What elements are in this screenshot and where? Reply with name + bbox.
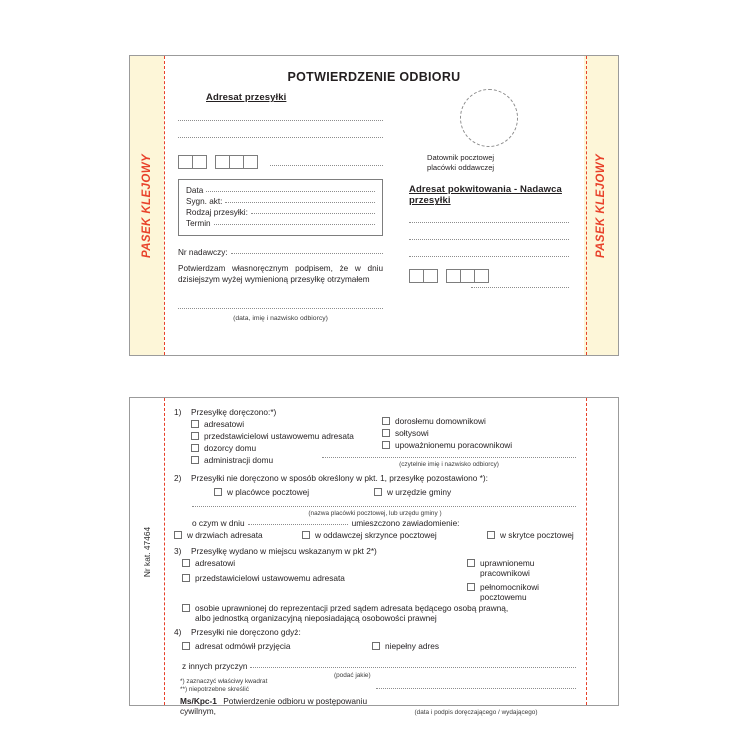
postmark-caption-line-2: placówki oddawczej <box>427 162 495 172</box>
s1-checkbox-przedstawicielowi[interactable] <box>191 432 199 440</box>
detail-row-deadline[interactable] <box>186 219 375 228</box>
signature-caption: (data, imię i nazwisko odbiorcy) <box>233 314 328 322</box>
postmark-caption <box>409 153 569 172</box>
sender-line-1[interactable] <box>409 222 569 226</box>
delivery-confirmation-back-card <box>129 397 619 717</box>
s1-label-administracji: administracji domu <box>204 454 274 465</box>
s2-option-urzad-gminy[interactable] <box>374 488 451 498</box>
s1-label-przedstawicielowi: przedstawicielowi ustawowemu adresata <box>204 430 354 441</box>
postmark-caption-line-1: Datownik pocztowej <box>427 153 495 162</box>
addressee-heading: Adresat przesyłki <box>206 92 287 103</box>
s2-checkbox-skrytka[interactable] <box>487 531 495 539</box>
s3-option-adresatowi[interactable] <box>182 559 467 569</box>
detail-label-type: Rodzaj przesyłki: <box>186 208 248 217</box>
s4-option-niepelny-adres[interactable] <box>372 642 439 652</box>
s1-label-doroslemu: dorosłemu domownikowi <box>395 415 486 426</box>
postmark-circle <box>460 89 518 147</box>
s3-label-pelnomocnikowi: pełnomocnikowi pocztowemu <box>480 582 540 602</box>
section-3-number: 3) <box>174 545 182 556</box>
s2-checkbox-placowka[interactable] <box>214 488 222 496</box>
sender-city-line[interactable] <box>409 287 569 291</box>
s3-option-osobie-uprawnionej[interactable] <box>174 604 576 623</box>
glue-strip-right-label: PASEK KLEJOWY <box>595 153 607 258</box>
footnote-one-star: *) zaznaczyć właściwy kwadrat <box>180 678 268 686</box>
form-name: Potwierdzenie odbioru w postępowaniu cywilnym, <box>180 696 368 717</box>
s2-option-drzwi[interactable] <box>174 531 302 541</box>
detail-label-deadline: Termin <box>186 219 211 228</box>
addressee-line-1[interactable] <box>178 120 383 124</box>
s2-checkbox-urzad-gminy[interactable] <box>374 488 382 496</box>
sender-number-row[interactable] <box>178 248 383 257</box>
deliverer-signature-line[interactable] <box>376 688 576 692</box>
postal-code-group-2[interactable] <box>215 155 258 169</box>
s1-option-adresatowi[interactable] <box>191 420 374 430</box>
sender-postal-code-group-2[interactable] <box>446 269 489 283</box>
s1-checkbox-administracji[interactable] <box>191 456 199 464</box>
s1-receiver-name-caption: (czytelnie imię i nazwisko odbiorcy) <box>399 461 499 469</box>
perforation-line-right <box>586 56 587 355</box>
deliverer-signature-caption: (data i podpis doręczającego / wydającego) <box>414 709 538 717</box>
s1-label-adresatowi: adresatowi <box>204 418 245 429</box>
s3-label-adresatowi: adresatowi <box>195 558 236 569</box>
detail-label-case: Sygn. akt: <box>186 197 223 206</box>
s2-notice-date-field[interactable] <box>248 524 348 525</box>
s2-notice-date-row <box>174 518 576 528</box>
glue-strip-left-label: PASEK KLEJOWY <box>141 153 153 258</box>
s1-checkbox-dozorcy[interactable] <box>191 444 199 452</box>
s2-notice-options <box>174 531 576 541</box>
postal-code-group-1[interactable] <box>178 155 207 169</box>
back-perforation-line-right <box>586 398 587 705</box>
shipment-details-box <box>178 179 383 236</box>
sender-postal-code-group-1[interactable] <box>409 269 438 283</box>
sender-postal-code-boxes[interactable] <box>409 269 489 283</box>
glue-strip-left <box>130 56 164 355</box>
s3-option-pelnomocnikowi[interactable] <box>467 583 576 602</box>
s2-checkbox-drzwi[interactable] <box>174 531 182 539</box>
section-4-number: 4) <box>174 627 182 638</box>
s2-label-skrytka: w skrytce pocztowej <box>500 530 574 541</box>
addressee-line-2[interactable] <box>178 137 383 141</box>
s2-option-placowka[interactable] <box>214 488 374 498</box>
section-1 <box>174 405 576 465</box>
catalog-number: Nr kat. 47464 <box>142 526 152 577</box>
s1-label-soltysowi: sołtysowi <box>395 427 429 438</box>
s1-label-upowaznionemu: upoważnionemu poracownikowi <box>395 439 513 450</box>
s1-option-soltysowi[interactable] <box>382 429 576 439</box>
s2-label-drzwi: w drzwiach adresata <box>187 530 263 541</box>
s2-notice-suffix: umieszczono zawiadomienie: <box>351 518 460 529</box>
sender-line-2[interactable] <box>409 239 569 243</box>
form-code: Ms/Kpc-1 <box>180 696 217 707</box>
form-identity-row <box>174 696 576 716</box>
s1-label-dozorcy: dozorcy domu <box>204 442 257 453</box>
front-title: POTWIERDZENIE ODBIORU <box>287 70 461 84</box>
s2-option-skrytka[interactable] <box>487 531 574 541</box>
s3-checkbox-pelnomocnikowi[interactable] <box>467 583 475 591</box>
footnote-two-star: **) niepotrzebne skreślić <box>180 686 249 694</box>
s3-checkbox-uprawnionemu-pracownikowi[interactable] <box>467 559 475 567</box>
s3-label-osobie-uprawnionej <box>195 604 508 623</box>
section-3-title: Przesyłkę wydano w miejscu wskazanym w pkt 2*) <box>191 545 377 556</box>
front-right-column <box>409 56 569 291</box>
s1-option-upowaznionemu[interactable] <box>382 441 576 451</box>
detail-label-date: Data <box>186 186 204 195</box>
section-1-number: 1) <box>174 407 182 417</box>
delivery-confirmation-front-card <box>129 55 619 356</box>
s3-checkbox-przedstawicielowi[interactable] <box>182 574 190 582</box>
s2-office-name-caption: (nazwa placówki pocztowej, lub urzędu gminy ) <box>308 510 442 518</box>
s1-checkbox-adresatowi[interactable] <box>191 420 199 428</box>
s4-option-odmowil[interactable] <box>182 642 372 652</box>
s4-other-label: z innych przyczyn <box>182 661 248 672</box>
detail-row-type[interactable] <box>186 208 375 217</box>
detail-row-date[interactable] <box>186 186 375 195</box>
section-4-title-row <box>174 627 576 637</box>
postal-code-row <box>178 155 383 169</box>
s2-label-skrzynka: w oddawczej skrzynce pocztowej <box>315 530 437 541</box>
section-4-title: Przesyłki nie doręczono gdyż: <box>191 627 301 638</box>
s1-option-przedstawicielowi[interactable] <box>191 432 374 442</box>
s1-option-doroslemu[interactable] <box>382 417 576 427</box>
s3-label-osobie-line-2: albo jednostką organizacyjną nieposiadającą osobowości prawnej <box>195 612 437 623</box>
s3-option-uprawnionemu-pracownikowi[interactable] <box>467 559 576 578</box>
s1-checkbox-soltysowi[interactable] <box>382 429 390 437</box>
s1-checkbox-doroslemu[interactable] <box>382 417 390 425</box>
s1-option-dozorcy[interactable] <box>191 444 374 454</box>
s2-notice-prefix: o czym w dniu <box>192 518 245 529</box>
s4-other-field[interactable] <box>250 667 576 668</box>
confirmation-statement: Potwierdzam własnoręcznym podpisem, że w dniu dzisiejszym wyżej wymienioną przesyłkę otrzymałem <box>178 264 383 284</box>
section-2-number: 2) <box>174 473 182 484</box>
s1-checkbox-upowaznionemu[interactable] <box>382 441 390 449</box>
receipt-addressee-heading: Adresat pokwitowania - Nadawca przesyłki <box>409 184 562 207</box>
s4-other-reasons-row <box>174 661 576 671</box>
s2-label-placowka: w placówce pocztowej <box>227 486 310 497</box>
postal-code-boxes[interactable] <box>178 155 258 169</box>
s2-option-skrzynka[interactable] <box>302 531 487 541</box>
s3-option-przedstawicielowi[interactable] <box>182 574 467 584</box>
section-3-options <box>174 557 576 603</box>
sender-number-label: Nr nadawczy: <box>178 248 228 257</box>
sender-line-3[interactable] <box>409 256 569 260</box>
s4-checkbox-niepelny-adres[interactable] <box>372 642 380 650</box>
s2-label-urzad-gminy: w urzędzie gminy <box>387 486 452 497</box>
section-2-options <box>174 485 576 497</box>
s3-label-osobie-line-1: osobie uprawnionej do reprezentacji przed sądem adresata będącego osobą prawną, <box>195 603 509 614</box>
s3-checkbox-osobie-uprawnionej[interactable] <box>182 604 190 612</box>
sender-postal-code-row <box>409 269 569 283</box>
s4-other-caption: (podać jakie) <box>334 672 371 680</box>
s4-checkbox-odmowil[interactable] <box>182 642 190 650</box>
s3-checkbox-adresatowi[interactable] <box>182 559 190 567</box>
signature-line[interactable] <box>178 308 383 312</box>
back-footer <box>174 678 576 693</box>
section-3-title-row <box>174 546 576 556</box>
section-2-title-row <box>174 473 576 483</box>
section-4-options <box>174 639 576 651</box>
s3-label-przedstawicielowi: przedstawicielowi ustawowemu adresata <box>195 572 345 583</box>
city-leader[interactable] <box>270 165 383 166</box>
section-1-title: Przesyłkę doręczono:*) <box>191 407 277 417</box>
s4-label-niepelny-adres: niepełny adres <box>385 640 439 651</box>
section-2-title: Przesyłki nie doręczono w sposób określony w pkt. 1, przesyłkę pozostawiono *): <box>191 473 488 484</box>
glue-strip-right <box>584 56 618 355</box>
s3-label-uprawnionemu-pracownikowi: uprawnionemu pracownikowi <box>480 558 535 578</box>
section-1-title-row <box>174 407 374 417</box>
s2-checkbox-skrzynka[interactable] <box>302 531 310 539</box>
front-left-column <box>178 56 383 322</box>
detail-row-case[interactable] <box>186 197 375 206</box>
s4-label-odmowil: adresat odmówił przyjęcia <box>195 640 291 651</box>
